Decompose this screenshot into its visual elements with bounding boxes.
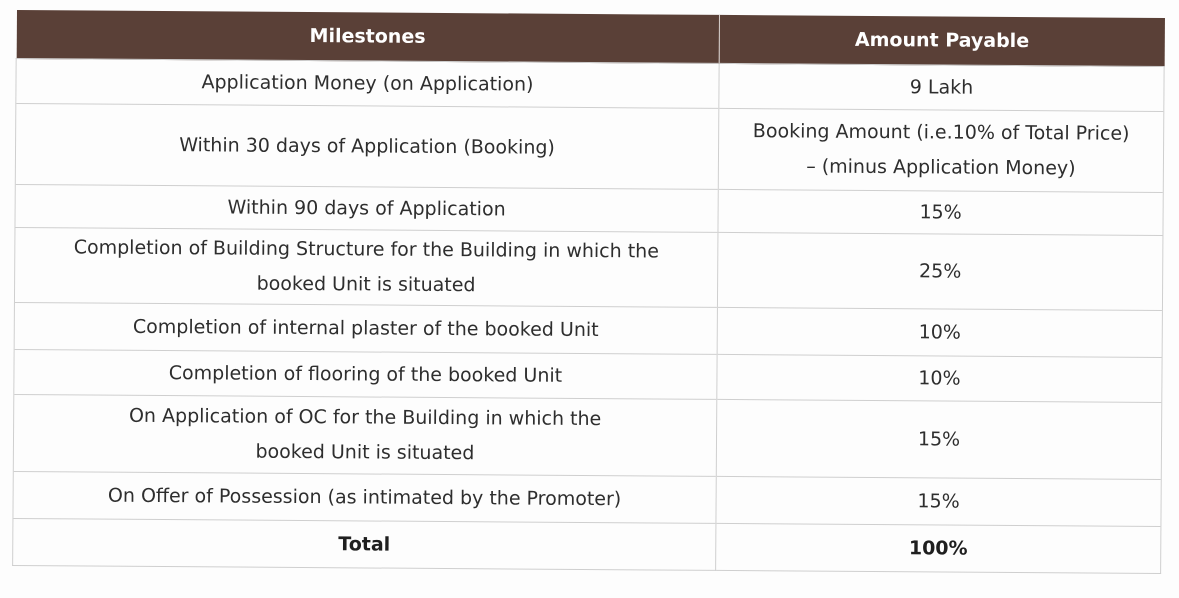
amount-cell: 9 Lakh <box>719 63 1164 111</box>
total-label-cell: Total <box>13 518 716 570</box>
milestones-column-header: Milestones <box>16 10 719 63</box>
table-row <box>13 471 1161 526</box>
milestone-cell: On Application of OC for the Building in which the booked Unit is situated <box>13 394 717 476</box>
milestone-cell: Within 30 days of Application (Booking) <box>15 104 719 190</box>
total-amount-cell: 100% <box>716 523 1161 573</box>
table-row <box>14 227 1162 310</box>
milestone-cell: Completion of Building Structure for the Building in which the booked Unit is situated <box>14 227 718 307</box>
milestone-cell: On Offer of Possession (as intimated by the Promoter) <box>13 471 716 523</box>
milestone-cell: Completion of internal plaster of the booked Unit <box>14 302 717 354</box>
payment-schedule-table <box>12 10 1165 574</box>
amount-cell: 15% <box>716 399 1162 479</box>
total-row <box>13 518 1161 573</box>
table-row <box>16 59 1164 112</box>
table-row <box>14 302 1162 357</box>
amount-cell: 10% <box>717 354 1162 402</box>
table-row <box>15 104 1164 193</box>
amount-cell: 15% <box>718 189 1163 235</box>
amount-cell: 10% <box>717 307 1162 357</box>
table-row <box>14 349 1162 402</box>
amount-cell: 15% <box>716 476 1161 526</box>
table-header-row <box>16 10 1164 67</box>
milestone-cell: Completion of flooring of the booked Unit <box>14 349 717 399</box>
table-row <box>13 394 1162 479</box>
amount-cell: Booking Amount (i.e.10% of Total Price) – (minus Application Money) <box>718 108 1164 192</box>
milestone-cell: Within 90 days of Application <box>15 184 718 232</box>
amount-payable-column-header: Amount Payable <box>719 15 1164 67</box>
milestone-cell: Application Money (on Application) <box>16 59 719 109</box>
amount-cell: 25% <box>717 232 1163 310</box>
